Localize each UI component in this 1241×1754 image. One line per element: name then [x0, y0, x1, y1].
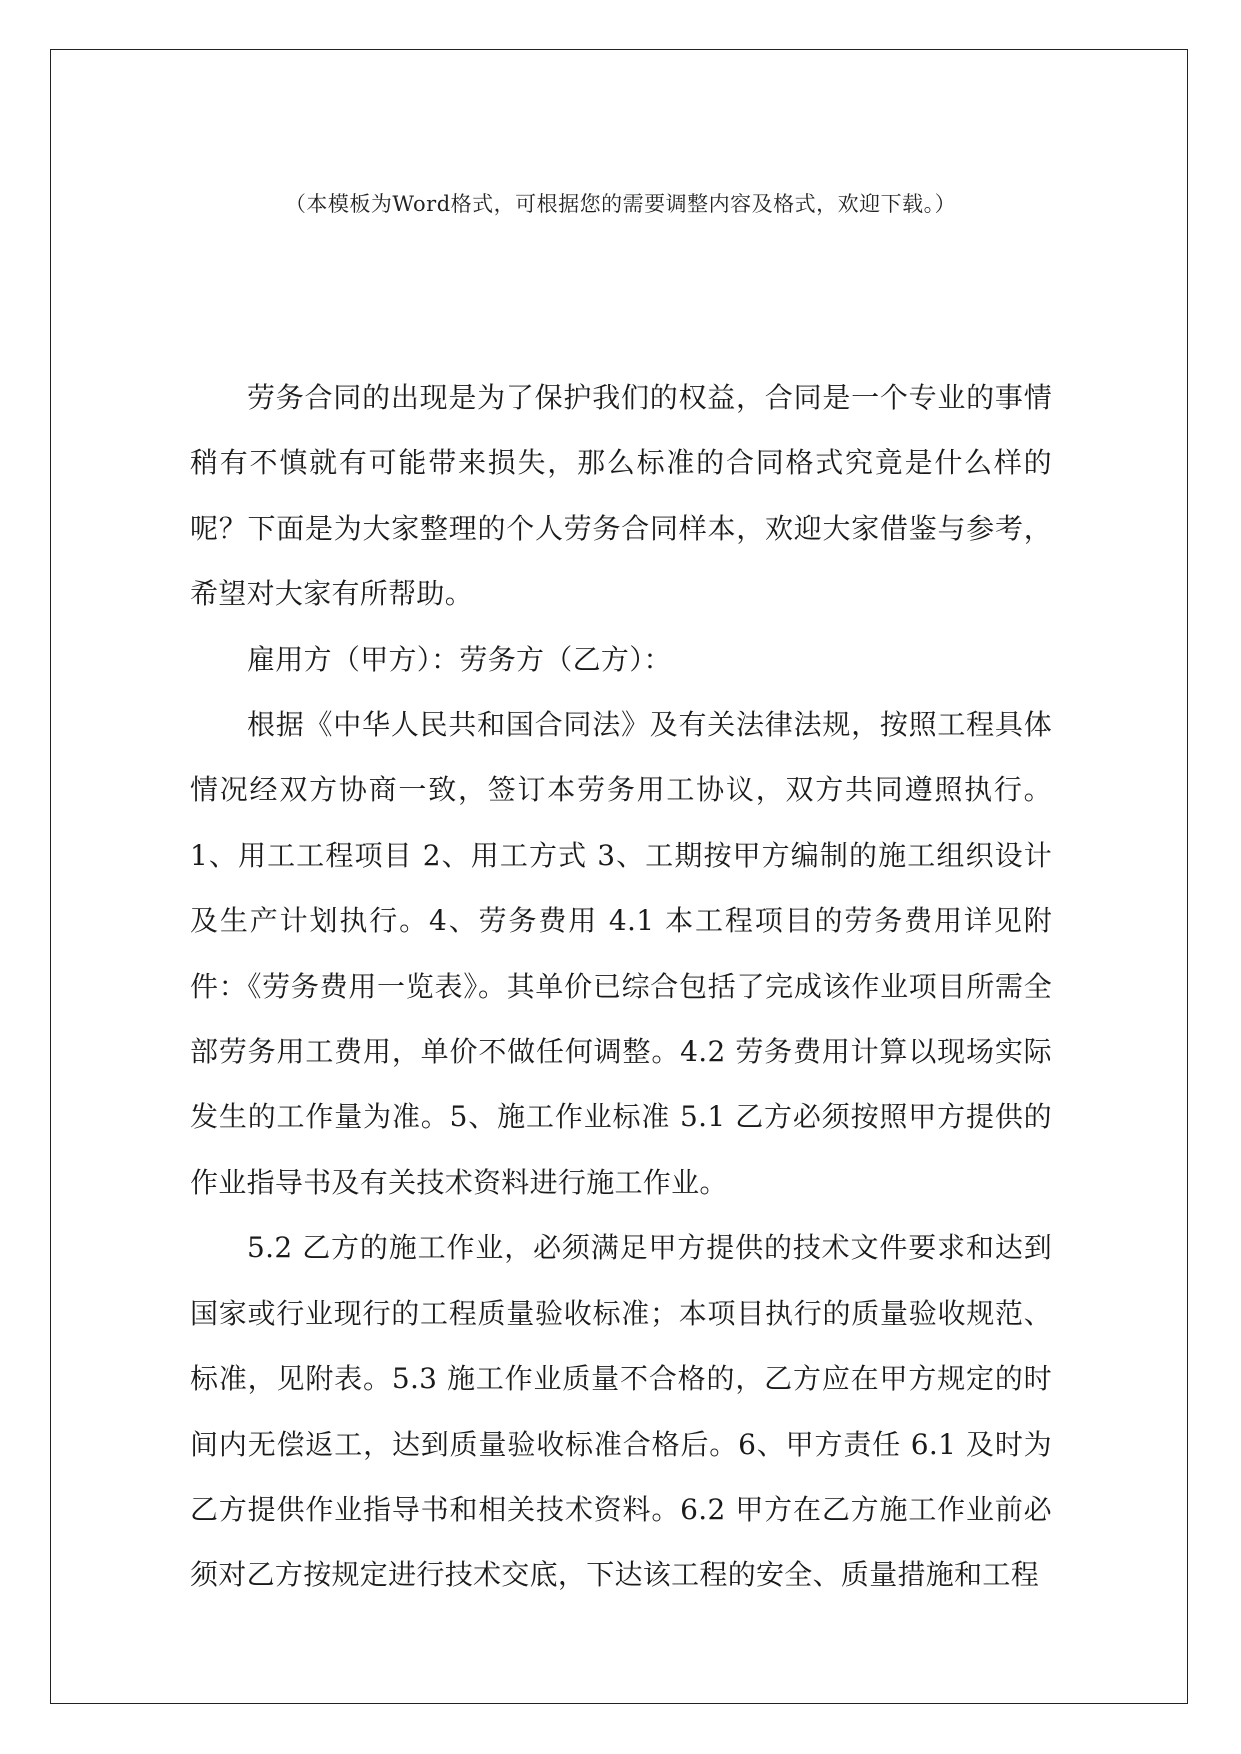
paragraph-terms: 根据《中华人民共和国合同法》及有关法律法规，按照工程具体情况经双方协商一致，签订本劳务用工协议，双方共同遵照执行。1、用工工程项目 2、用工方式 3、工期按甲方编制的施工组织设计及生产计划执行。4、劳务费用 4.1 本工程项目的劳务费用详见附件：《劳务费用一览表》。其单价已综合包括了完成该作业项目所需全部劳务用工费用，单价不做任何调整。4.2 劳务费用计算以现场实际发生的工作量为准。5、施工作业标准 5.1 乙方必须按照甲方提供的作业指导书及有关技术资料进行施工作业。	[190, 708, 1052, 1199]
paragraph-intro: 劳务合同的出现是为了保护我们的权益，合同是一个专业的事情稍有不慎就有可能带来损失，那么标准的合同格式究竟是什么样的呢？下面是为大家整理的个人劳务合同样本，欢迎大家借鉴与参考，希望对大家有所帮助。	[190, 381, 1052, 611]
paragraph-parties: 雇用方（甲方）：劳务方（乙方）：	[247, 642, 672, 676]
template-note: （本模板为Word格式，可根据您的需要调整内容及格式，欢迎下载。）	[284, 192, 957, 216]
paragraph-quality: 5.2 乙方的施工作业，必须满足甲方提供的技术文件要求和达到国家或行业现行的工程质量验收标准；本项目执行的质量验收规范、标准，见附表。5.3 施工作业质量不合格的，乙方应在甲方规定的时间内无偿返工，达到质量验收标准合格后。6、甲方责任 6.1 及时为乙方提供作业指导书和相关技术资料。6.2 甲方在乙方施工作业前必须对乙方按规定进行技术交底，下达该工程的安全、质量措施和工程	[190, 1231, 1052, 1592]
document-body	[190, 365, 1052, 1608]
